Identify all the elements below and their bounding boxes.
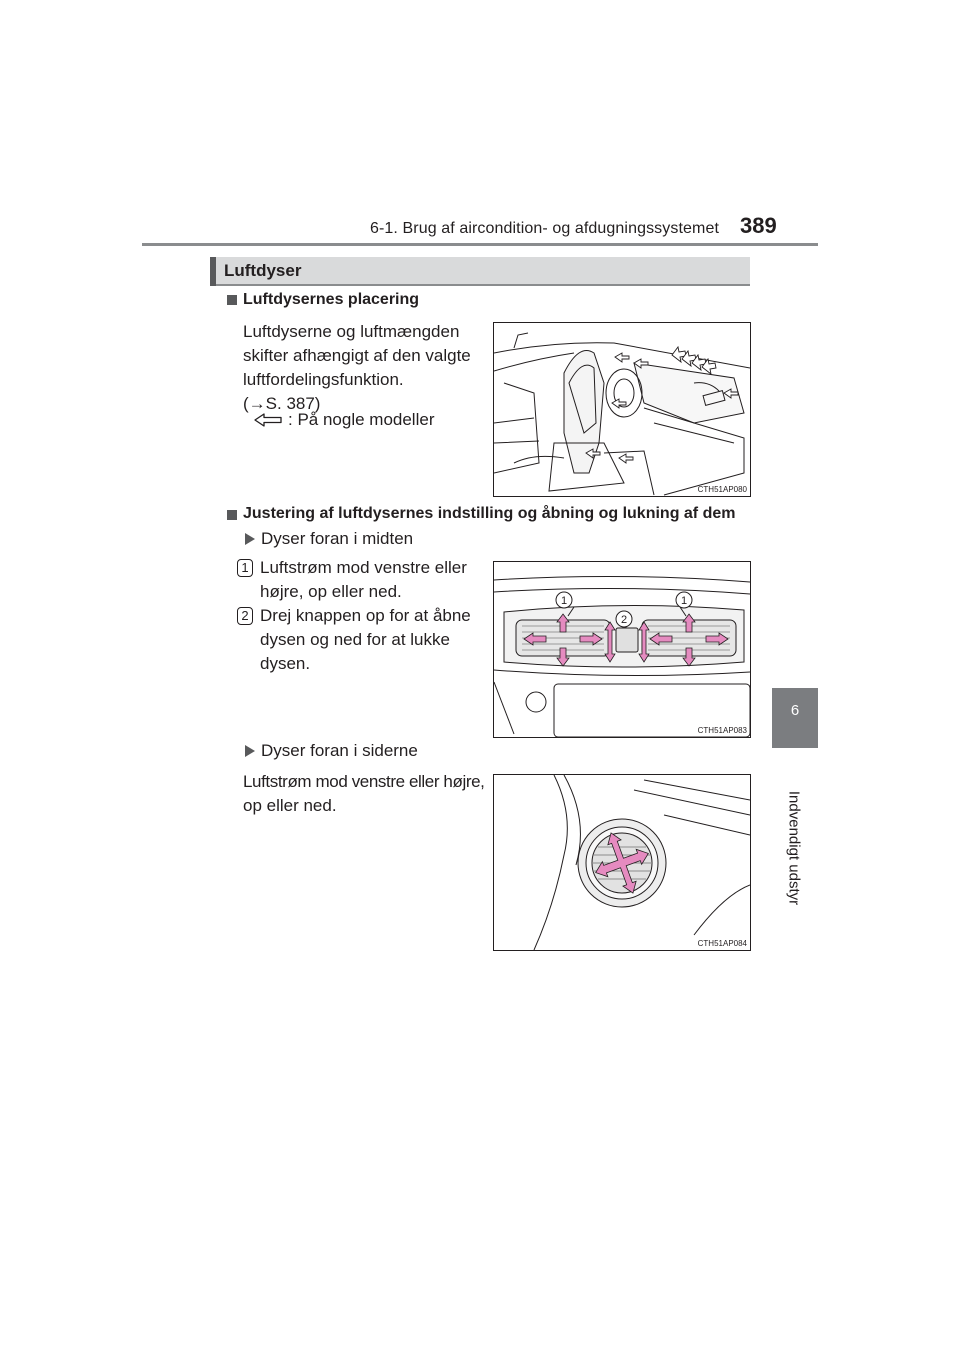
step-1-text: højre, op eller ned. [260, 582, 402, 601]
chapter-number: 6 [790, 702, 800, 719]
side-vent-figure [493, 774, 751, 951]
figure-callout-1: 1 [680, 595, 688, 607]
triangle-bullet-icon [245, 533, 255, 545]
placement-text-line: luftfordelingsfunktion. [243, 370, 404, 389]
optional-vent-legend-icon [253, 412, 283, 433]
page-number: 389 [740, 213, 777, 238]
figure-code: CTH51AP083 [697, 726, 747, 735]
adjust-heading: Justering af luftdysernes indstilling og åbning og lukning af dem [243, 505, 736, 522]
section-bar-marker [210, 257, 216, 286]
figure-callout-1: 1 [560, 595, 568, 607]
square-bullet-icon [227, 510, 237, 520]
placement-text-line: skifter afhængigt af den valgte [243, 346, 471, 365]
legend-text: : På nogle modeller [288, 410, 435, 429]
cabin-vents-figure [493, 322, 751, 497]
chapter-title: Indvendigt udstyr [785, 790, 803, 906]
side-vents-text: op eller ned. [243, 796, 337, 815]
figure-code: CTH51AP084 [697, 939, 747, 948]
triangle-bullet-icon [245, 745, 255, 757]
figure-code: CTH51AP080 [697, 485, 747, 494]
step-2-text: dysen. [260, 654, 311, 673]
step-number-1: 1 [237, 559, 253, 577]
square-bullet-icon [227, 295, 237, 305]
center-vents-heading: Dyser foran i midten [261, 529, 414, 548]
header-rule [142, 243, 818, 246]
center-vents-figure [493, 561, 751, 738]
step-1-text: Luftstrøm mod venstre eller [260, 558, 467, 577]
side-vents-text: Luftstrøm mod venstre eller højre, [243, 772, 485, 791]
page-reference: (→S. 387) [243, 394, 321, 413]
section-title: Luftdyser [224, 261, 302, 280]
step-number-2: 2 [237, 607, 253, 625]
placement-heading: Luftdysernes placering [243, 291, 420, 308]
placement-text-line: Luftdyserne og luftmængden [243, 322, 460, 341]
step-2-text: Drej knappen op for at åbne [260, 606, 471, 625]
step-2-text: dysen og ned for at lukke [260, 630, 450, 649]
figure-callout-2: 2 [620, 614, 628, 626]
side-vents-heading: Dyser foran i siderne [261, 741, 418, 760]
running-header: 6-1. Brug af aircondition- og afdugningssystemet [370, 220, 719, 237]
